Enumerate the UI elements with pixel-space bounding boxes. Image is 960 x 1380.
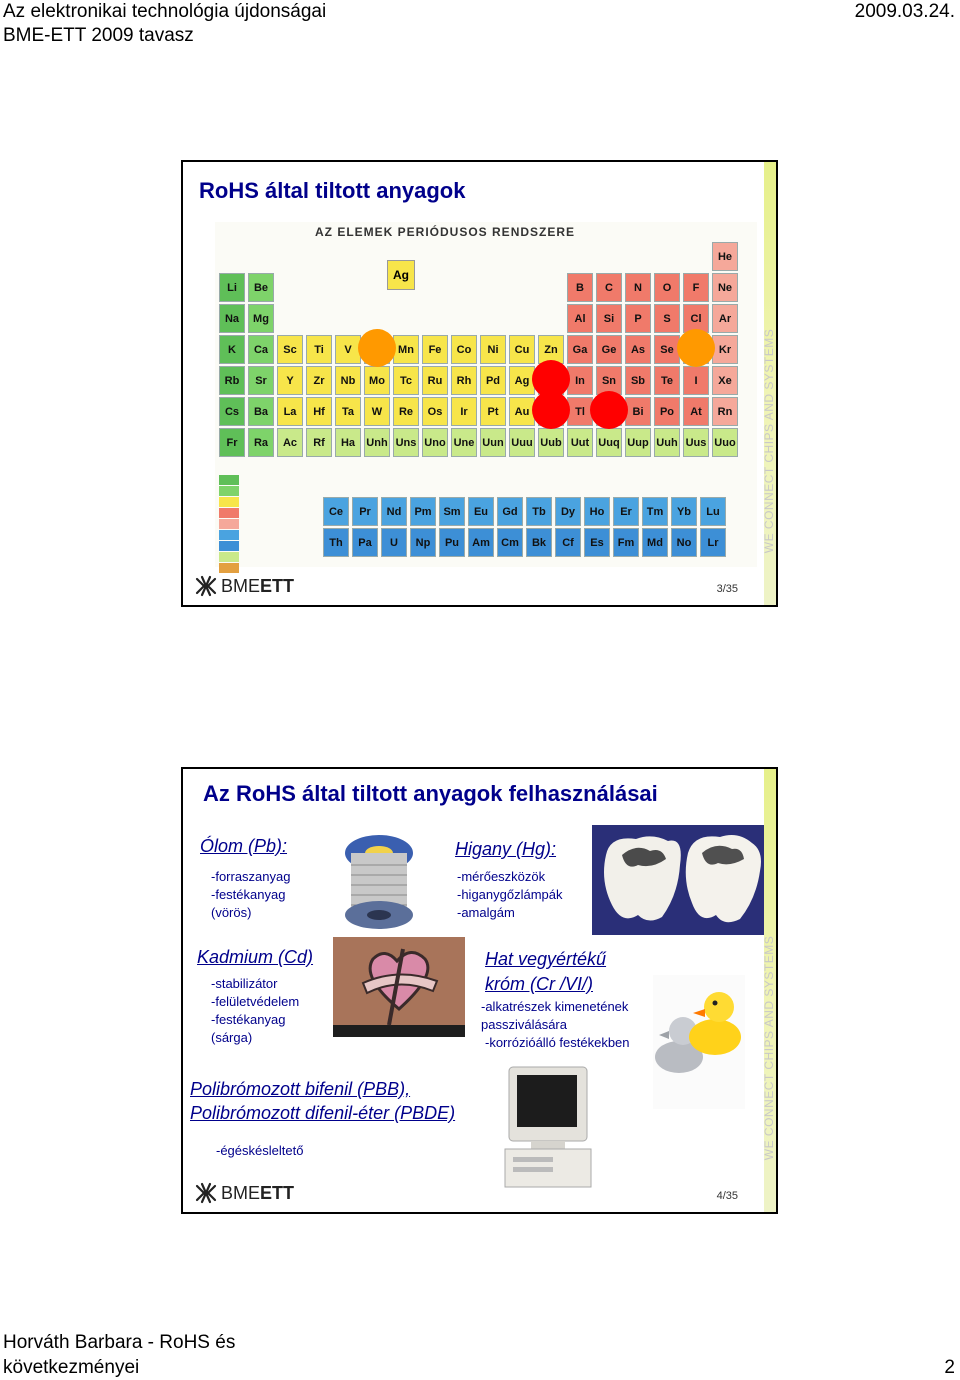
element-mn: Mn	[393, 335, 419, 364]
element-uup: Uup	[625, 428, 651, 457]
mercury-item: -amalgám	[457, 905, 515, 920]
legend-swatch	[219, 475, 239, 485]
restricted-element-marker	[358, 329, 396, 367]
element-th: Th	[323, 528, 349, 557]
element-tl: Tl	[567, 397, 593, 426]
element-n: N	[625, 273, 651, 302]
element-tc: Tc	[393, 366, 419, 395]
element-ti: Ti	[306, 335, 332, 364]
element-ra: Ra	[248, 428, 274, 457]
chromium-label-line1: Hat vegyértékű	[485, 949, 607, 969]
element-eu: Eu	[468, 497, 494, 526]
element-ce: Ce	[323, 497, 349, 526]
element-pm: Pm	[410, 497, 436, 526]
element-ca: Ca	[248, 335, 274, 364]
element-nd: Nd	[381, 497, 407, 526]
element-u: U	[381, 528, 407, 557]
element-uuo: Uuo	[712, 428, 738, 457]
computer-image	[501, 1065, 595, 1193]
chromium-item: -alkatrészek kimenetének	[481, 999, 629, 1014]
legend-swatch	[219, 497, 239, 507]
tattoo-image	[333, 937, 465, 1037]
pbb-label-line2: Polibrómozott difenil-éter (PBDE)	[190, 1103, 456, 1123]
element-mo: Mo	[364, 366, 390, 395]
element-cu: Cu	[509, 335, 535, 364]
element-rh: Rh	[451, 366, 477, 395]
element-fe: Fe	[422, 335, 448, 364]
element-al: Al	[567, 304, 593, 333]
legend-swatch	[219, 552, 239, 562]
element-np: Np	[410, 528, 436, 557]
logo-icon	[195, 575, 217, 597]
element-ar: Ar	[712, 304, 738, 333]
element-p: P	[625, 304, 651, 333]
element-uus: Uus	[683, 428, 709, 457]
element-i: I	[683, 366, 709, 395]
footer-page-number: 2	[944, 1357, 955, 1378]
element-c: C	[596, 273, 622, 302]
element-uuu: Uuu	[509, 428, 535, 457]
element-pt: Pt	[480, 397, 506, 426]
element-fr: Fr	[219, 428, 245, 457]
periodic-table-title: AZ ELEMEK PERIÓDUSOS RENDSZERE	[315, 225, 576, 239]
element-no: No	[671, 528, 697, 557]
element-te: Te	[654, 366, 680, 395]
element-ne: Ne	[712, 273, 738, 302]
element-kr: Kr	[712, 335, 738, 364]
element-key-example: Ag	[387, 260, 415, 290]
element-gd: Gd	[497, 497, 523, 526]
element-nb: Nb	[335, 366, 361, 395]
side-slogan: WE CONNECT CHIPS AND SYSTEMS	[762, 935, 776, 1161]
cadmium-item: -festékanyag	[211, 1012, 286, 1027]
element-po: Po	[654, 397, 680, 426]
logo-text-light: BME	[221, 575, 261, 596]
element-ir: Ir	[451, 397, 477, 426]
date: 2009.03.24.	[854, 1, 955, 22]
course-title: Az elektronikai technológia újdonságai	[3, 1, 327, 22]
element-rb: Rb	[219, 366, 245, 395]
element-re: Re	[393, 397, 419, 426]
logo-icon	[195, 1182, 217, 1204]
element-tm: Tm	[642, 497, 668, 526]
lead-label: Ólom (Pb):	[200, 836, 288, 856]
slide-page-number: 3/35	[716, 583, 738, 595]
footer-author-line2: következményei	[3, 1357, 140, 1378]
cadmium-item: -stabilizátor	[211, 976, 278, 991]
element-k: K	[219, 335, 245, 364]
element-ac: Ac	[277, 428, 303, 457]
element-os: Os	[422, 397, 448, 426]
logo-text-bold: ETT	[260, 1182, 295, 1203]
element-lu: Lu	[700, 497, 726, 526]
element-ga: Ga	[567, 335, 593, 364]
bme-ett-logo	[195, 575, 294, 597]
element-v: V	[335, 335, 361, 364]
element-y: Y	[277, 366, 303, 395]
periodic-table-image	[215, 222, 757, 567]
element-se: Se	[654, 335, 680, 364]
logo-text-bold: ETT	[260, 575, 295, 596]
element-es: Es	[584, 528, 610, 557]
legend-swatch	[219, 508, 239, 518]
element-sr: Sr	[248, 366, 274, 395]
amalgam-teeth-image	[592, 825, 766, 935]
element-zr: Zr	[306, 366, 332, 395]
element-mg: Mg	[248, 304, 274, 333]
element-cm: Cm	[497, 528, 523, 557]
legend-swatch	[219, 530, 239, 540]
element-ge: Ge	[596, 335, 622, 364]
chromium-label-line2: króm (Cr /VI/)	[485, 974, 593, 994]
element-co: Co	[451, 335, 477, 364]
element-uub: Uub	[538, 428, 564, 457]
element-cf: Cf	[555, 528, 581, 557]
element-bi: Bi	[625, 397, 651, 426]
element-uno: Uno	[422, 428, 448, 457]
element-be: Be	[248, 273, 274, 302]
mercury-item: -mérőeszközök	[457, 869, 546, 884]
element-zn: Zn	[538, 335, 564, 364]
element-w: W	[364, 397, 390, 426]
element-pa: Pa	[352, 528, 378, 557]
element-s: S	[654, 304, 680, 333]
element-o: O	[654, 273, 680, 302]
element-na: Na	[219, 304, 245, 333]
element-ag: Ag	[509, 366, 535, 395]
element-sb: Sb	[625, 366, 651, 395]
element-la: La	[277, 397, 303, 426]
element-ho: Ho	[584, 497, 610, 526]
element-fm: Fm	[613, 528, 639, 557]
element-er: Er	[613, 497, 639, 526]
chromium-item: -korrózióálló festékekben	[485, 1035, 630, 1050]
lead-item: (vörös)	[211, 905, 252, 920]
slide-page-number: 4/35	[716, 1190, 738, 1202]
element-cs: Cs	[219, 397, 245, 426]
element-uuh: Uuh	[654, 428, 680, 457]
element-pd: Pd	[480, 366, 506, 395]
mercury-label: Higany (Hg):	[455, 839, 557, 859]
element-rf: Rf	[306, 428, 332, 457]
element-md: Md	[642, 528, 668, 557]
element-as: As	[625, 335, 651, 364]
element-rn: Rn	[712, 397, 738, 426]
element-pr: Pr	[352, 497, 378, 526]
element-au: Au	[509, 397, 535, 426]
element-sn: Sn	[596, 366, 622, 395]
cadmium-item: (sárga)	[211, 1030, 253, 1045]
element-li: Li	[219, 273, 245, 302]
element-uns: Uns	[393, 428, 419, 457]
element-ta: Ta	[335, 397, 361, 426]
element-b: B	[567, 273, 593, 302]
element-une: Une	[451, 428, 477, 457]
semester: BME-ETT 2009 tavasz	[3, 25, 194, 46]
pbb-item: -égéskésleltető	[216, 1143, 304, 1158]
element-dy: Dy	[555, 497, 581, 526]
bme-ett-logo	[195, 1182, 294, 1204]
lead-item: -forraszanyag	[211, 869, 291, 884]
element-xe: Xe	[712, 366, 738, 395]
restricted-element-marker	[590, 391, 628, 429]
lead-item: -festékanyag	[211, 887, 286, 902]
element-ba: Ba	[248, 397, 274, 426]
element-tb: Tb	[526, 497, 552, 526]
legend-swatch	[219, 541, 239, 551]
restricted-element-marker	[532, 391, 570, 429]
element-uuq: Uuq	[596, 428, 622, 457]
element-ni: Ni	[480, 335, 506, 364]
element-ha: Ha	[335, 428, 361, 457]
slide-3	[181, 160, 778, 607]
element-si: Si	[596, 304, 622, 333]
legend-swatch	[219, 563, 239, 573]
rubber-ducks-image	[653, 975, 745, 1109]
element-yb: Yb	[671, 497, 697, 526]
element-he: He	[712, 242, 738, 271]
mercury-item: -higanygőzlámpák	[457, 887, 563, 902]
footer-author-line1: Horváth Barbara - RoHS és	[3, 1332, 236, 1353]
cadmium-item: -felületvédelem	[211, 994, 300, 1009]
element-am: Am	[468, 528, 494, 557]
element-lr: Lr	[700, 528, 726, 557]
legend-swatch	[219, 486, 239, 496]
element-cl: Cl	[683, 304, 709, 333]
element-in: In	[567, 366, 593, 395]
restricted-element-marker	[677, 329, 715, 367]
slide-title: RoHS által tiltott anyagok	[199, 178, 466, 203]
pbb-label-line1: Polibrómozott bifenil (PBB),	[190, 1079, 411, 1099]
cadmium-label: Kadmium (Cd)	[197, 947, 314, 967]
element-uun: Uun	[480, 428, 506, 457]
element-at: At	[683, 397, 709, 426]
element-sm: Sm	[439, 497, 465, 526]
element-uut: Uut	[567, 428, 593, 457]
element-bk: Bk	[526, 528, 552, 557]
chromium-item: passziválására	[481, 1017, 567, 1032]
slide-title: Az RoHS által tiltott anyagok felhasználásai	[203, 781, 658, 806]
side-slogan: WE CONNECT CHIPS AND SYSTEMS	[762, 328, 776, 554]
element-ru: Ru	[422, 366, 448, 395]
element-pu: Pu	[439, 528, 465, 557]
solder-spool-image	[341, 831, 417, 931]
logo-text-light: BME	[221, 1182, 261, 1203]
legend-swatch	[219, 519, 239, 529]
element-sc: Sc	[277, 335, 303, 364]
element-unh: Unh	[364, 428, 390, 457]
element-f: F	[683, 273, 709, 302]
element-hf: Hf	[306, 397, 332, 426]
slide-4	[181, 767, 778, 1214]
